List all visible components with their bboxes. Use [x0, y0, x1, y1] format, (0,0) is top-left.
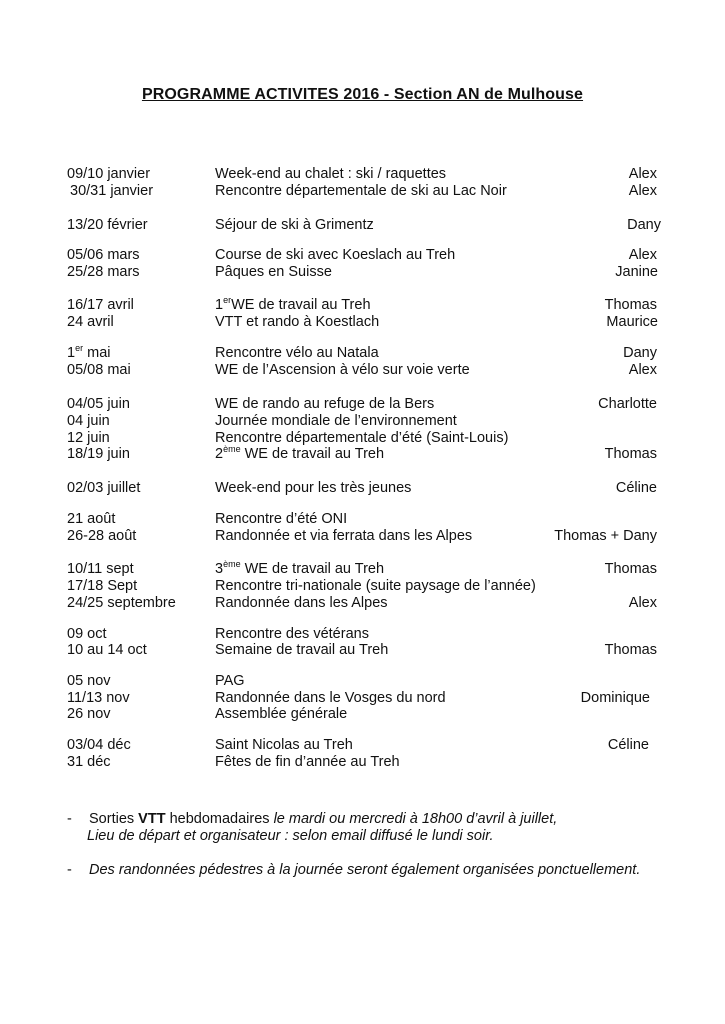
- activity-row: [0, 595, 725, 612]
- activity-organizer: Dany: [627, 217, 661, 233]
- activity-row: [0, 413, 725, 430]
- activity-date: 31 déc: [67, 754, 111, 770]
- activity-date: 1er mai: [67, 343, 111, 361]
- activity-row: [0, 362, 725, 379]
- activity-description: Week-end au chalet : ski / raquettes: [215, 166, 447, 182]
- activity-description: WE de rando au refuge de la Bers: [215, 396, 435, 412]
- activity-description: Rencontre tri-nationale (suite paysage de l’année): [215, 578, 536, 594]
- activity-row: [0, 297, 725, 314]
- activity-row: [0, 754, 725, 771]
- activity-date: 05/06 mars: [67, 247, 140, 263]
- activity-row: [0, 430, 725, 447]
- activity-organizer: Dany: [623, 345, 657, 361]
- activity-description: Saint Nicolas au Treh: [215, 737, 353, 753]
- activity-organizer: Charlotte: [598, 396, 657, 412]
- activity-organizer: Maurice: [606, 314, 658, 330]
- activity-description: Week-end pour les très jeunes: [215, 480, 412, 496]
- activity-description: Semaine de travail au Treh: [215, 642, 389, 658]
- activity-description: Randonnée dans les Alpes: [215, 595, 388, 611]
- activity-organizer: Alex: [628, 595, 657, 611]
- activity-row: [0, 690, 725, 707]
- activity-description: Rencontre vélo au Natala: [215, 345, 379, 361]
- activity-date: 10/11 sept: [67, 561, 134, 577]
- activity-description: VTT et rando à Koestlach: [215, 314, 380, 330]
- activity-organizer: Alex: [628, 166, 657, 182]
- activity-organizer: Alex: [628, 183, 657, 199]
- activity-row: [0, 642, 725, 659]
- activity-description: Randonnée et via ferrata dans les Alpes: [215, 528, 473, 544]
- activity-row: [0, 737, 725, 754]
- activity-date: 24/25 septembre: [67, 595, 176, 611]
- activity-row: [0, 511, 725, 528]
- activity-date: 30/31 janvier: [70, 183, 154, 199]
- activity-row: [0, 314, 725, 331]
- note-vtt-line2: Lieu de départ et organisateur : selon email diffusé le lundi soir.: [87, 828, 494, 844]
- activity-date: 05 nov: [67, 673, 111, 689]
- activity-date: 21 août: [67, 511, 116, 527]
- activity-description: Rencontre départementale de ski au Lac Noir: [215, 183, 507, 199]
- activity-date: 09/10 janvier: [67, 166, 151, 182]
- activity-description: Rencontre départementale d’été (Saint-Louis): [215, 430, 509, 446]
- activity-organizer: Alex: [628, 362, 657, 378]
- activity-description: Randonnée dans le Vosges du nord: [215, 690, 446, 706]
- activity-date: 24 avril: [67, 314, 114, 330]
- activity-row: [0, 345, 725, 362]
- activity-date: 02/03 juillet: [67, 480, 141, 496]
- activity-row: [0, 528, 725, 545]
- note-rando-text: Des randonnées pédestres à la journée seront également organisées ponctuellement.: [89, 862, 641, 878]
- activity-organizer: Céline: [607, 737, 649, 753]
- activity-row: [0, 446, 725, 463]
- activity-organizer: Dominique: [580, 690, 650, 706]
- activity-date: 04/05 juin: [67, 396, 130, 412]
- activity-row: [0, 217, 725, 234]
- activity-description: Fêtes de fin d’année au Treh: [215, 754, 400, 770]
- activity-date: 10 au 14 oct: [67, 642, 147, 658]
- activity-date: 05/08 mai: [67, 362, 131, 378]
- activity-organizer: Thomas: [604, 446, 657, 462]
- activity-organizer: Janine: [615, 264, 658, 280]
- activity-description: PAG: [215, 673, 245, 689]
- activity-description: Assemblée générale: [215, 706, 348, 722]
- activity-organizer: Thomas + Dany: [554, 528, 657, 544]
- activity-date: 04 juin: [67, 413, 110, 429]
- activity-row: [0, 561, 725, 578]
- activity-organizer: Alex: [628, 247, 657, 263]
- activity-date: 26-28 août: [67, 528, 137, 544]
- activity-description: Pâques en Suisse: [215, 264, 332, 280]
- activity-description: Journée mondiale de l’environnement: [215, 413, 457, 429]
- activity-description: Rencontre d’été ONI: [215, 511, 348, 527]
- activity-row: [0, 166, 725, 183]
- note-dash: -: [67, 811, 72, 827]
- note-vtt-line1: Sorties VTT hebdomadaires le mardi ou mercredi à 18h00 d’avril à juillet,: [89, 811, 558, 827]
- activity-date: 03/04 déc: [67, 737, 131, 753]
- activity-date: 09 oct: [67, 626, 107, 642]
- activity-date: 17/18 Sept: [67, 578, 138, 594]
- activity-row: [0, 247, 725, 264]
- note-dash: -: [67, 862, 72, 878]
- activity-organizer: Céline: [615, 480, 657, 496]
- activity-organizer: Thomas: [604, 561, 657, 577]
- activity-description: Séjour de ski à Grimentz: [215, 217, 374, 233]
- activity-organizer: Thomas: [604, 642, 657, 658]
- activity-row: [0, 183, 725, 200]
- activity-description: Rencontre des vétérans: [215, 626, 369, 642]
- activity-date: 18/19 juin: [67, 446, 130, 462]
- activity-description: Course de ski avec Koeslach au Treh: [215, 247, 456, 263]
- activity-row: [0, 264, 725, 281]
- activity-row: [0, 706, 725, 723]
- activity-row: [0, 626, 725, 643]
- activity-date: 11/13 nov: [67, 690, 130, 706]
- activity-organizer: Thomas: [604, 297, 657, 313]
- activity-date: 13/20 février: [67, 217, 148, 233]
- activity-row: [0, 480, 725, 497]
- activity-description: 1erWE de travail au Treh: [215, 295, 371, 313]
- activity-date: 26 nov: [67, 706, 111, 722]
- activity-date: 25/28 mars: [67, 264, 140, 280]
- activity-row: [0, 673, 725, 690]
- activity-row: [0, 396, 725, 413]
- activity-description: 3ème WE de travail au Treh: [215, 559, 385, 577]
- activity-date: 12 juin: [67, 430, 110, 446]
- page-title: PROGRAMME ACTIVITES 2016 - Section AN de Mulhouse: [141, 86, 584, 103]
- activity-description: 2ème WE de travail au Treh: [215, 444, 385, 462]
- activity-description: WE de l’Ascension à vélo sur voie verte: [215, 362, 470, 378]
- activity-row: [0, 578, 725, 595]
- activity-date: 16/17 avril: [67, 297, 134, 313]
